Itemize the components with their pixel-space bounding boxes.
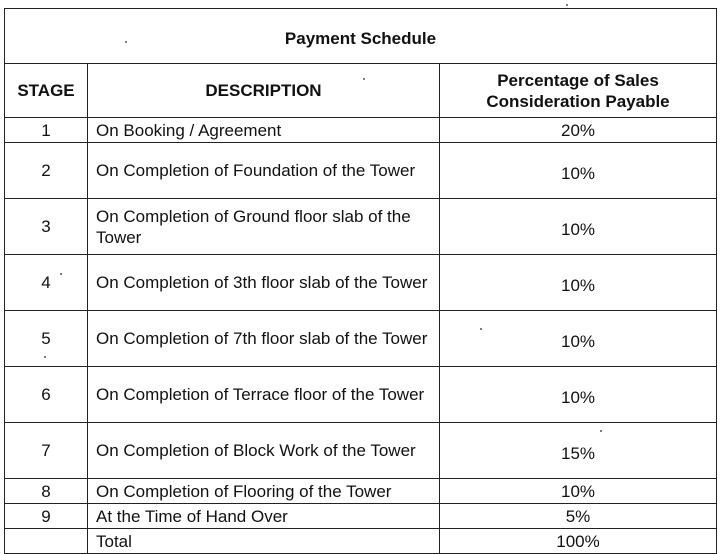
total-percentage: 100% [440,529,717,554]
stage-cell: 6 [5,367,88,423]
description-cell: On Completion of Terrace floor of the Tower [88,367,440,423]
header-percentage [440,64,717,118]
table-row [5,199,717,255]
description-cell: On Completion of Flooring of the Tower [88,479,440,504]
percentage-cell: 10% [440,367,717,423]
scan-speck [125,41,127,43]
header-percentage-line1: Percentage of Sales [497,70,659,90]
stage-cell: 1 [5,118,88,143]
scan-speck [363,78,365,80]
scan-speck [44,356,46,358]
table-row [5,367,717,423]
percentage-cell: 10% [440,143,717,199]
table-row [5,143,717,199]
table-row [5,479,717,504]
stage-cell: 3 [5,199,88,255]
header-description: DESCRIPTION [88,64,440,118]
percentage-cell: 20% [440,118,717,143]
scan-speck [566,4,568,6]
percentage-cell: 5% [440,504,717,529]
percentage-cell: 10% [440,255,717,311]
total-label: Total [88,529,440,554]
description-cell: On Booking / Agreement [88,118,440,143]
description-cell: On Completion of Foundation of the Tower [88,143,440,199]
total-row [5,529,717,554]
description-cell: At the Time of Hand Over [88,504,440,529]
percentage-cell: 10% [440,311,717,367]
table-title: Payment Schedule [284,28,437,48]
description-cell: On Completion of Block Work of the Tower [88,423,440,479]
header-stage: STAGE [5,64,88,118]
scan-speck [480,328,482,330]
stage-cell: 2 [5,143,88,199]
stage-cell: 4 [5,255,88,311]
table-row [5,504,717,529]
description-cell: On Completion of 7th floor slab of the Tower [88,311,440,367]
title-row [5,9,717,64]
header-row [5,64,717,118]
table-row [5,311,717,367]
payment-schedule-sheet [4,8,716,551]
percentage-cell: 15% [440,423,717,479]
description-cell: On Completion of Ground floor slab of the Tower [88,199,440,255]
table-row [5,423,717,479]
stage-cell: 5 [5,311,88,367]
table-row [5,118,717,143]
table-row [5,255,717,311]
total-stage-cell [5,529,88,554]
stage-cell: 8 [5,479,88,504]
scan-speck [600,430,602,432]
payment-schedule-table [4,8,717,554]
percentage-cell: 10% [440,479,717,504]
stage-cell: 9 [5,504,88,529]
percentage-cell: 10% [440,199,717,255]
stage-cell: 7 [5,423,88,479]
table-title-cell [5,9,717,64]
scan-speck [60,273,62,275]
description-cell: On Completion of 3th floor slab of the Tower [88,255,440,311]
header-percentage-line2: Consideration Payable [486,91,670,111]
